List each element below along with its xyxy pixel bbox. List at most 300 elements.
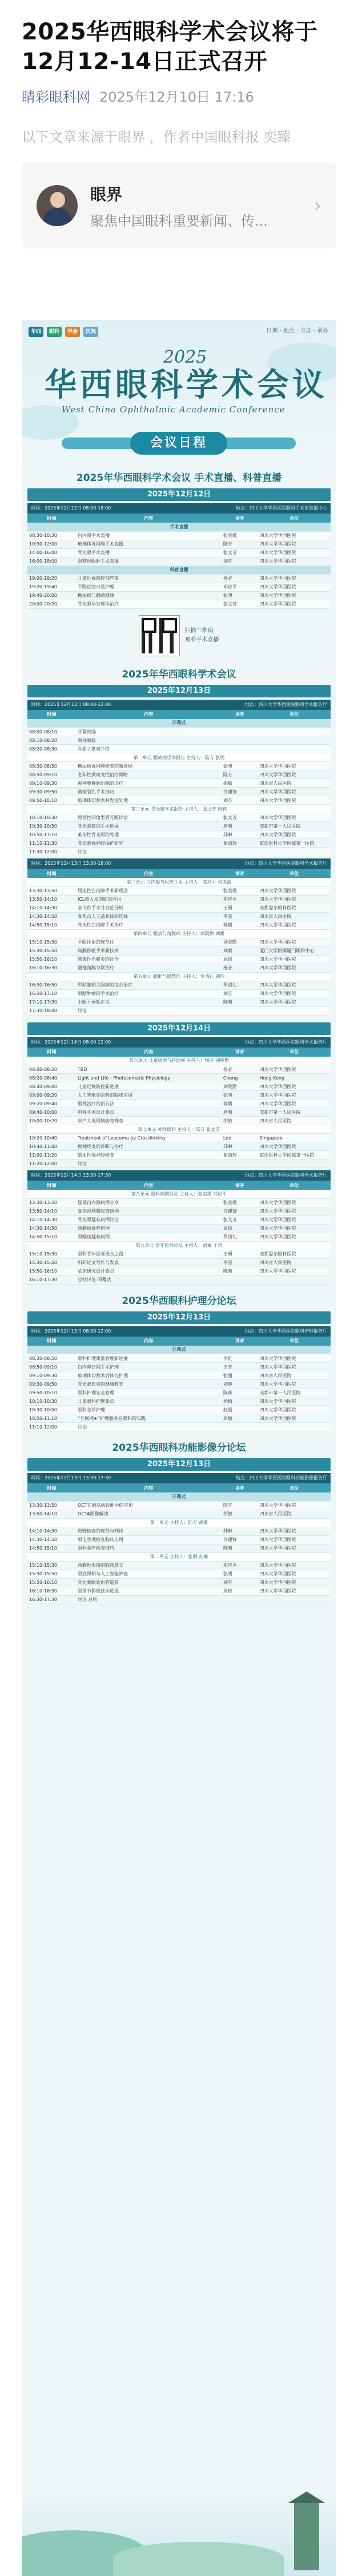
schedule-table <box>27 513 331 609</box>
account-info <box>90 182 308 230</box>
cell-topic: 角膜病疑难病例 <box>76 1224 222 1233</box>
table-row <box>27 1117 331 1125</box>
cell-affiliation <box>258 1275 331 1284</box>
column-header: 讲者 <box>222 1181 258 1190</box>
cell-time: 14:50-15:10 <box>27 1233 76 1241</box>
cell-affiliation: 四川省人民医院 <box>258 779 331 788</box>
account-card[interactable] <box>22 163 336 248</box>
cell-speaker <box>222 1006 258 1015</box>
cell-speaker: 王勇 <box>222 904 258 912</box>
cell-topic: 难治性青光眼的处理 <box>76 830 222 839</box>
cell-topic: 眼底照相与人工智能筛查 <box>76 1570 222 1578</box>
cell-time: 13:30-13:50 <box>27 1501 76 1510</box>
cell-speaker: 张明 <box>222 1570 258 1578</box>
source-note: 以下文章来源于眼界 ，作者中国眼科报 奕臻 <box>22 129 291 145</box>
cell-topic: 视网膜静脉阻塞的诊疗 <box>76 779 222 788</box>
cell-affiliation <box>258 745 331 753</box>
row-label: 第八单元 眼科病例讨论 主持人：张美霞 邓应平 <box>27 1190 331 1198</box>
table-row <box>27 1151 331 1159</box>
cell-affiliation: 四川大学华西医院 <box>258 1397 331 1406</box>
pagoda-illustration <box>294 2502 319 2570</box>
cell-speaker: 许建锋 <box>222 1535 258 1544</box>
column-header: 内容 <box>76 1048 222 1057</box>
cell-affiliation: 四川大学华西医院 <box>258 1142 331 1151</box>
table-row <box>27 839 331 848</box>
cell-speaker: Cheng <box>222 1074 258 1082</box>
agenda-section <box>22 658 336 1016</box>
cell-topic: 眼科青年医师成长之路 <box>76 1250 222 1258</box>
account-desc: 聚焦中国眼科重要新闻、传... <box>90 212 268 229</box>
cell-topic: 眼科急诊护理 <box>76 1406 222 1414</box>
cell-time: 13:50-14:10 <box>27 1207 76 1215</box>
session-time: 时间：2025年12月13日 13:30-17:30 <box>31 1475 111 1480</box>
cell-topic: 眼眶肿瘤的手术治疗 <box>76 989 222 998</box>
cell-speaker <box>222 745 258 753</box>
schedule-table <box>27 1048 331 1169</box>
column-header: 单位 <box>258 1181 331 1190</box>
session-time: 时间：2025年12月14日 13:30-17:30 <box>31 1173 111 1178</box>
cell-speaker: 张丽 <box>222 1371 258 1380</box>
column-header: 内容 <box>76 513 222 523</box>
cell-time: 10:50-11:10 <box>27 830 76 839</box>
cell-speaker: 刘陇黔 <box>222 1082 258 1091</box>
cell-affiliation: 四川大学华西医院 <box>258 1198 331 1207</box>
column-header: 内容 <box>76 869 222 878</box>
cell-topic: 角膜移植手术新技术 <box>76 946 222 955</box>
table-row <box>27 771 331 779</box>
table-row <box>27 796 331 805</box>
cell-affiliation: 四川大学华西医院 <box>258 574 331 583</box>
cell-affiliation: 四川大学华西医院 <box>258 583 331 591</box>
moderator-row <box>27 1552 331 1561</box>
cell-time: 15:10-15:30 <box>27 938 76 946</box>
cell-time: 10:40-11:00 <box>27 1142 76 1151</box>
cell-affiliation: 四川大学华西医院 <box>258 964 331 972</box>
cell-speaker: 周琼 <box>222 1224 258 1233</box>
logo-2: 眼科 <box>47 327 62 337</box>
cell-speaker: 陈莉 <box>222 1544 258 1552</box>
agenda-section <box>22 462 336 658</box>
cell-topic: 老年性黄斑变性治疗策略 <box>76 771 222 779</box>
session-bar <box>27 503 331 513</box>
cell-affiliation: 四川大学华西医院 <box>258 1578 331 1587</box>
cell-affiliation: 四川大学华西医院 <box>258 1224 331 1233</box>
table-row <box>27 1570 331 1578</box>
cell-affiliation: 成都市第一人民医院 <box>258 822 331 830</box>
session-venue: 地点：四川大学华西医院眼科学术报告厅 <box>245 1039 327 1045</box>
cell-time: 16:00-18:00 <box>27 557 76 565</box>
cell-speaker: 陆方 <box>222 540 258 548</box>
agenda-section <box>22 1022 336 1285</box>
cell-time: 09:50-10:10 <box>27 1389 76 1397</box>
cell-topic: 缺血性视神经病变 <box>76 1151 222 1159</box>
cell-speaker: 张明 <box>222 762 258 771</box>
column-header: 单位 <box>258 869 331 878</box>
cell-speaker: 胡敏 <box>222 779 258 788</box>
cell-topic: 讨论 <box>76 1006 222 1015</box>
cell-time: 13:50-14:10 <box>27 1510 76 1518</box>
cell-time: 08:50-09:10 <box>27 771 76 779</box>
table-row <box>27 1108 331 1117</box>
cell-time: 10:10-10:30 <box>27 1397 76 1406</box>
session-time: 时间：2025年12月13日 08:30-12:00 <box>31 1328 111 1334</box>
session-venue: 地点：四川大学华西医院眼科学术报告厅 <box>245 1173 327 1178</box>
session-bar <box>27 1037 331 1048</box>
cell-topic: OCT在眼底病诊断中的应用 <box>76 1501 222 1510</box>
cell-affiliation: 四川大学华西医院 <box>258 998 331 1006</box>
cell-speaker: 罗清礼 <box>222 981 258 989</box>
table-row <box>27 1100 331 1108</box>
cell-speaker: 张美霞 <box>222 531 258 540</box>
row-label: 第二单元 青光眼学术报告 主持人：张文芳 唐莉 <box>27 805 331 813</box>
cell-time: 08:30-08:50 <box>27 762 76 771</box>
cell-affiliation: 四川大学华西医院 <box>258 1233 331 1241</box>
cell-affiliation: 四川大学华西医院 <box>258 1100 331 1108</box>
column-header: 讲者 <box>222 1483 258 1492</box>
cell-affiliation: 四川大学华西医院 <box>258 1501 331 1510</box>
session-bar <box>27 1170 331 1181</box>
moderator-row <box>27 753 331 762</box>
logo-1: 华西 <box>29 327 43 337</box>
cell-affiliation: 四川大学华西医院 <box>258 1354 331 1363</box>
table-row <box>27 822 331 830</box>
cell-affiliation: 四川省人民医院 <box>258 912 331 921</box>
cell-affiliation: 四川省人民医院 <box>258 1371 331 1380</box>
cell-time: 15:10-15:30 <box>27 1561 76 1570</box>
table-row <box>27 1501 331 1510</box>
cell-time: 19:20-19:40 <box>27 583 76 591</box>
cell-topic: 讨论 总结 <box>76 1595 222 1604</box>
table-row <box>27 1363 331 1371</box>
table-row <box>27 583 331 591</box>
cell-speaker: 刘素 <box>222 946 258 955</box>
session-label-row <box>27 1346 331 1354</box>
cell-time: 11:10-12:00 <box>27 1423 76 1431</box>
cell-topic: 圆锥角膜交联治疗 <box>76 964 222 972</box>
cell-time: 08:00-08:10 <box>27 728 76 736</box>
table-row <box>27 1354 331 1363</box>
cell-time: 14:30-14:50 <box>27 1535 76 1544</box>
cell-speaker: 张美霞 <box>222 1198 258 1207</box>
cell-affiliation: 四川大学华西医院 <box>258 1091 331 1100</box>
cell-speaker: 谢淑珍 <box>222 1151 258 1159</box>
article-title: 2025华西眼科学术会议将于12月12-14日正式召开 <box>22 19 318 75</box>
cell-time: 10:30-12:00 <box>27 540 76 548</box>
cell-time: 14:30-14:50 <box>27 912 76 921</box>
cell-topic: 视野检查的规范与判读 <box>76 1527 222 1535</box>
cell-speaker <box>222 1159 258 1168</box>
cell-speaker: 刘苏 <box>222 557 258 565</box>
cell-time: 13:50-14:10 <box>27 895 76 904</box>
session-bar <box>27 858 331 869</box>
table-row <box>27 830 331 839</box>
table-row <box>27 1082 331 1091</box>
cell-speaker: Lee <box>222 1134 258 1142</box>
cell-affiliation: 四川省人民医院 <box>258 1117 331 1125</box>
cell-topic: 干眼症的日常护理 <box>76 583 222 591</box>
session-label-row <box>27 1492 331 1501</box>
table-row <box>27 989 331 998</box>
cell-topic: 玻璃体视网膜手术直播 <box>76 540 222 548</box>
cell-time: 10:30-10:50 <box>27 1406 76 1414</box>
column-header: 单位 <box>258 513 331 523</box>
table-row <box>27 1380 331 1389</box>
table-row <box>27 1389 331 1397</box>
table-row <box>27 886 331 895</box>
cell-affiliation: 四川大学华西医院 <box>258 788 331 796</box>
day-header: 2025年12月12日 <box>27 488 331 501</box>
cell-speaker: 李星 <box>222 912 258 921</box>
cell-speaker <box>222 1423 258 1431</box>
session-bar <box>27 1473 331 1483</box>
cell-speaker: 王勇 <box>222 1250 258 1258</box>
cell-speaker <box>222 848 258 856</box>
cell-affiliation: 四川大学华西医院 <box>258 540 331 548</box>
day-header: 2025年12月13日 <box>27 685 331 697</box>
cell-speaker: 罗清礼 <box>222 1233 258 1241</box>
cell-topic: 人工智能在眼科的临床应用 <box>76 1091 222 1100</box>
moderator-row <box>27 805 331 813</box>
table-row <box>27 1544 331 1552</box>
cell-topic: 黄斑裂孔手术技巧 <box>76 788 222 796</box>
cell-topic: 开幕致辞 <box>76 728 222 736</box>
cell-topic: 弱视治疗的新方法 <box>76 1100 222 1108</box>
cell-speaker: 张明 <box>222 1091 258 1100</box>
cell-topic: 领导致辞 <box>76 736 222 745</box>
cell-time: 14:10-14:30 <box>27 1215 76 1224</box>
cell-speaker: 张文芳 <box>222 1215 258 1224</box>
table-row <box>27 1258 331 1267</box>
poster-subtitle: West China Ophthalmic Academic Conference <box>62 404 285 415</box>
cell-speaker: 周敏 <box>222 1414 258 1423</box>
table-row <box>27 921 331 929</box>
cell-time: 08:00-08:20 <box>27 1065 76 1074</box>
cell-affiliation: 四川大学华西医院 <box>258 591 331 600</box>
cell-speaker: 周琼 <box>222 1587 258 1595</box>
cell-affiliation <box>258 1595 331 1604</box>
cell-time: 15:10-15:30 <box>27 1250 76 1258</box>
cell-time: 08:30-08:50 <box>27 1354 76 1363</box>
cell-time: 09:00-09:20 <box>27 1091 76 1100</box>
column-header: 内容 <box>76 1483 222 1492</box>
cell-affiliation: 四川大学华西医院 <box>258 1267 331 1275</box>
cell-time: 09:30-09:50 <box>27 1380 76 1389</box>
cell-speaker: 邓应平 <box>222 1561 258 1570</box>
session-time: 时间：2025年12月12日 08:00-18:00 <box>31 505 111 511</box>
cell-topic: 青光眼患者的健康教育 <box>76 1380 222 1389</box>
session-time: 时间：2025年12月13日 13:30-18:00 <box>31 861 111 866</box>
cell-time: 16:30-16:50 <box>27 981 76 989</box>
column-header: 单位 <box>258 710 331 719</box>
cell-time: 08:20-08:30 <box>27 745 76 753</box>
cell-affiliation: Hong Kong <box>258 1074 331 1082</box>
cell-speaker: 胡敏 <box>222 1510 258 1518</box>
schedule-table <box>27 1181 331 1285</box>
cell-speaker: 苏琳 <box>222 830 258 839</box>
cell-affiliation: Singapore <box>258 1134 331 1142</box>
table-row <box>27 600 331 608</box>
cell-topic: 斜视手术设计要点 <box>76 1108 222 1117</box>
cell-topic: 讨论 <box>76 848 222 856</box>
cell-time: 17:30-18:00 <box>27 1006 76 1015</box>
table-row <box>27 728 331 736</box>
cell-speaker: 胡敏 <box>222 1117 258 1125</box>
cell-speaker: 杨梅 <box>222 1397 258 1406</box>
cell-time: 14:50-15:10 <box>27 921 76 929</box>
table-row <box>27 998 331 1006</box>
cell-affiliation: 成都市第一人民医院 <box>258 1389 331 1397</box>
cell-topic: 感染性角膜炎的诊治 <box>76 955 222 964</box>
column-header: 单位 <box>258 1048 331 1057</box>
table-row <box>27 1510 331 1518</box>
cell-affiliation: 四川大学华西医院 <box>258 1207 331 1215</box>
section-title: 2025华西眼科护理分论坛 <box>122 1295 236 1307</box>
session-time: 时间：2025年12月13日 08:00-12:00 <box>31 701 111 707</box>
cell-speaker: 唐莉 <box>222 1108 258 1117</box>
table-row <box>27 895 331 904</box>
account-link[interactable]: 睛彩眼科网 <box>22 89 90 105</box>
sponsor-logos <box>29 327 98 337</box>
cell-time: 19:00-19:20 <box>27 574 76 583</box>
cell-topic: 青光眼早发现早治疗 <box>76 600 222 608</box>
cell-speaker: 张美霞 <box>222 886 258 895</box>
cell-topic: 多焦点人工晶状体的选择 <box>76 912 222 921</box>
row-label: 第五单元 眼眶与眼整形 主持人：罗清礼 刘苏 <box>27 972 331 981</box>
table-row <box>27 574 331 583</box>
cell-affiliation: 四川大学华西医院 <box>258 796 331 805</box>
cell-topic: TBD <box>76 1065 222 1074</box>
cell-time: 20:00-20:20 <box>27 600 76 608</box>
moderator-row <box>27 1057 331 1065</box>
column-header: 时间 <box>27 710 76 719</box>
cell-topic: 眼科护理质量管理新进展 <box>76 1354 222 1363</box>
cell-affiliation: 厦门大学附属厦门眼科中心 <box>258 946 331 955</box>
cell-topic: 眼科护理安全管理 <box>76 1389 222 1397</box>
cell-speaker: 陈莉 <box>222 998 258 1006</box>
cell-speaker: 李星 <box>222 1258 258 1267</box>
cell-topic: Treatment of Leucoma by Crosslinking <box>76 1134 222 1142</box>
table-row <box>27 1250 331 1258</box>
row-label: 第一单元 眼底病学术报告 主持人：陆方 张明 <box>27 753 331 762</box>
cell-time: 14:10-14:30 <box>27 1527 76 1535</box>
cell-topic: 临床研究设计要点 <box>76 1267 222 1275</box>
cell-speaker: 陆方 <box>222 1501 258 1510</box>
cell-speaker: 苏琳 <box>222 1142 258 1151</box>
section-title: 2025年华西眼科学术会议 <box>122 668 236 680</box>
logo-4: 医院 <box>83 327 98 337</box>
cell-affiliation: 四川大学华西医院 <box>258 1065 331 1074</box>
cell-topic: 原发性闭角型青光眼诊治 <box>76 813 222 822</box>
cell-topic: 总结讨论 闭幕式 <box>76 1275 222 1284</box>
session-venue: 地点：四川大学华西医院眼科学术报告厅 <box>245 701 327 707</box>
session-venue: 地点：四川大学华西医院眼科手术室直播中心 <box>236 505 327 511</box>
qr-code-icon[interactable] <box>139 616 179 656</box>
table-row <box>27 1207 331 1215</box>
section-title: 2025年华西眼科学术会议 手术直播、科普直播 <box>76 472 282 484</box>
cell-time: 10:30-10:50 <box>27 822 76 830</box>
cell-time: 14:10-14:30 <box>27 904 76 912</box>
schedule-table <box>27 1337 331 1432</box>
cell-affiliation: 四川大学华西医院 <box>258 771 331 779</box>
cell-speaker: 刘苏 <box>222 1578 258 1587</box>
cell-speaker: 唐莉 <box>222 822 258 830</box>
cell-speaker: 许建锋 <box>222 788 258 796</box>
table-row <box>27 1527 331 1535</box>
cell-topic: 眼整形眼眶手术直播 <box>76 557 222 565</box>
cell-time: 11:30-12:00 <box>27 848 76 856</box>
table-row <box>27 964 331 972</box>
cell-topic: 全飞秒手术并发症分析 <box>76 904 222 912</box>
row-label: 开幕式 <box>27 1346 331 1354</box>
article-meta <box>22 86 336 106</box>
cell-affiliation: 四川大学华西医院 <box>258 989 331 998</box>
cell-topic: 青光眼疑难病例讨论 <box>76 1215 222 1224</box>
row-label: 第二单元 主持人：张明 苏琳 <box>27 1552 331 1561</box>
cell-time: 14:30-14:50 <box>27 1224 76 1233</box>
cell-affiliation <box>258 848 331 856</box>
cell-affiliation: 四川省人民医院 <box>258 1510 331 1518</box>
qr-caption <box>185 627 219 645</box>
column-header: 讲者 <box>222 513 258 523</box>
cell-time: 15:50-16:10 <box>27 955 76 964</box>
cell-affiliation: 四川大学华西医院 <box>258 938 331 946</box>
cell-topic: 糖尿病与眼睛健康 <box>76 591 222 600</box>
row-label: 第九单元 青年医师论坛 主持人：刘素 王勇 <box>27 1241 331 1250</box>
cell-time: 15:50-16:10 <box>27 1578 76 1587</box>
qr-caption-line-2: 观看手术直播 <box>184 636 219 643</box>
cell-time: 08:30-10:30 <box>27 531 76 540</box>
column-header: 内容 <box>76 1337 222 1346</box>
cell-topic: 眼眶病疑难病例 <box>76 1233 222 1241</box>
cell-time: 08:50-09:10 <box>27 1363 76 1371</box>
cell-topic: ICL植入术的临床应用 <box>76 895 222 904</box>
cell-topic: 疑难白内障病例分享 <box>76 1198 222 1207</box>
cell-time: 13:30-13:50 <box>27 1198 76 1207</box>
cell-speaker: 杨必 <box>222 574 258 583</box>
table-row <box>27 1275 331 1284</box>
cell-topic: 儿童眼科护理要点 <box>76 1397 222 1406</box>
table-row <box>27 1561 331 1570</box>
poster-footer-art <box>22 2490 336 2576</box>
table-row <box>27 1215 331 1224</box>
agenda-ribbon <box>62 432 296 455</box>
table-row <box>27 1006 331 1015</box>
day-header: 2025年12月13日 <box>27 1458 331 1471</box>
table-row <box>27 788 331 796</box>
cell-affiliation: 重庆医科大学附属第一医院 <box>258 839 331 848</box>
cell-time: 14:00-16:00 <box>27 548 76 557</box>
cell-topic: 眼电生理检查临床应用 <box>76 1535 222 1544</box>
cell-speaker: 张明 <box>222 591 258 600</box>
cell-time: 09:40-10:00 <box>27 1108 76 1117</box>
cell-time: 10:20-10:40 <box>27 1134 76 1142</box>
cell-affiliation: 四川大学华西医院 <box>258 1406 331 1414</box>
table-row <box>27 1423 331 1431</box>
moderator-row <box>27 1190 331 1198</box>
moderator-row <box>27 972 331 981</box>
session-venue: 地点：四川大学华西医院眼科护理报告厅 <box>245 1328 327 1334</box>
moderator-row <box>27 878 331 886</box>
row-label: 第四单元 眼表与角膜病 主持人：刘陇黔 刘素 <box>27 929 331 938</box>
cell-topic: 讨论 <box>76 1159 222 1168</box>
cell-time: 16:10-16:30 <box>27 1587 76 1595</box>
moderator-row <box>27 1518 331 1527</box>
chevron-right-icon[interactable]: › <box>313 194 321 217</box>
cell-speaker <box>222 1595 258 1604</box>
cell-affiliation: 四川大学华西医院 <box>258 981 331 989</box>
column-header: 内容 <box>76 710 222 719</box>
cell-topic: 早产儿视网膜病变筛查 <box>76 1117 222 1125</box>
